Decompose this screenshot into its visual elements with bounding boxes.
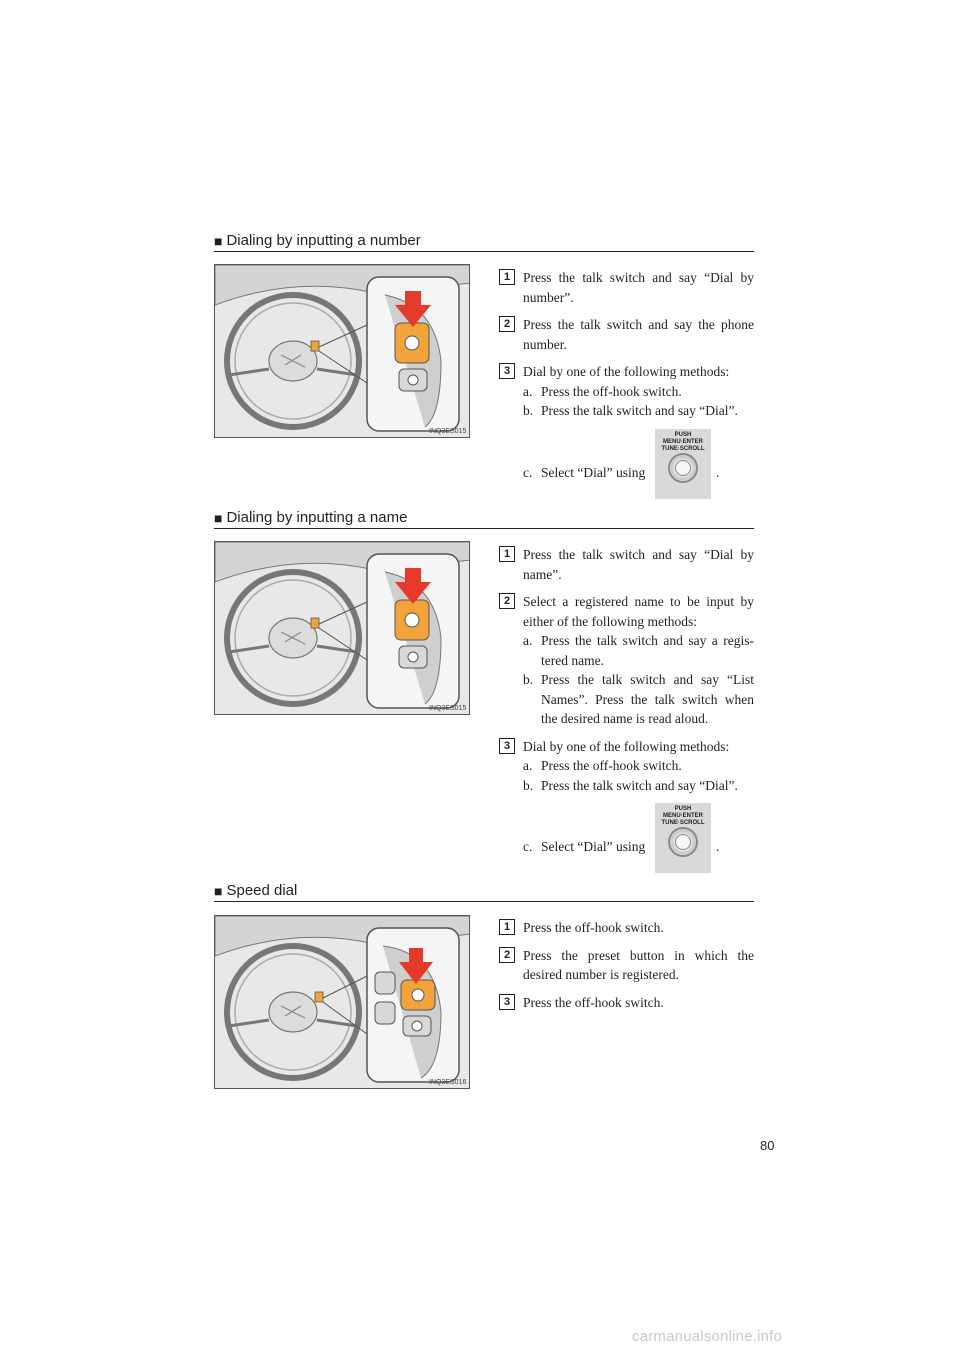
steps-list (499, 268, 754, 507)
step-1 (499, 918, 754, 938)
step-text: Press the talk switch and say “Dial by number”. (523, 270, 754, 305)
sub-step-a: a. Press the off-hook switch. (523, 758, 682, 773)
step-number: 1 (499, 546, 515, 562)
step-2 (499, 946, 754, 985)
heading-text: Speed dial (226, 882, 298, 899)
section-heading (214, 507, 754, 529)
step-text: Press the off-hook switch. (523, 920, 664, 935)
step-number: 3 (499, 738, 515, 754)
step-number: 1 (499, 919, 515, 935)
sub-step-c: c. Select “Dial” using PUSH MENU·ENTER TUNE·SCROLL . (523, 429, 754, 499)
step-number: 3 (499, 363, 515, 379)
sub-step-a: a. Press the off-hook switch. (523, 383, 682, 399)
heading-marker: ■ (214, 883, 223, 899)
sub-step-a: a. Press the talk switch and say a regis- tered name. (523, 633, 754, 668)
step-3 (499, 993, 754, 1013)
tune-scroll-knob-icon: PUSH MENU·ENTER TUNE·SCROLL (655, 429, 711, 499)
heading-text: Dialing by inputting a name (226, 509, 408, 526)
step-number: 2 (499, 947, 515, 963)
step-2 (499, 592, 754, 729)
section-heading (214, 230, 754, 252)
sub-step-c: c. Select “Dial” using PUSH MENU·ENTER TUNE·SCROLL . (523, 803, 754, 873)
step-text: Dial by one of the following methods: (523, 738, 730, 754)
step-number: 3 (499, 994, 515, 1010)
step-3 (499, 362, 754, 499)
step-text: Press the off-hook switch. (523, 994, 664, 1010)
sub-step-b: b. Press the talk switch and say “List Names”. Press the talk switch when the desired name is read aloud. (523, 672, 754, 726)
step-number: 1 (499, 269, 515, 285)
page-number: 80 (760, 1138, 775, 1153)
step-text: Press the talk switch and say the phone number. (523, 317, 754, 352)
steering-switch-illustration (214, 264, 470, 438)
steps-list (499, 918, 754, 1020)
image-code: INQ3ES015 (429, 705, 467, 712)
watermark: carmanualsonline.info (632, 1328, 783, 1345)
heading-text: Dialing by inputting a number (226, 232, 421, 249)
tune-scroll-knob-icon: PUSH MENU·ENTER TUNE·SCROLL (655, 803, 711, 873)
image-code: INQ3ES016 (429, 1079, 467, 1086)
steps-list (499, 545, 754, 881)
section-heading (214, 880, 754, 902)
step-number: 2 (499, 316, 515, 332)
steering-switch-illustration (214, 541, 470, 715)
step-text: Dial by one of the following methods: (523, 364, 730, 379)
step-3 (499, 737, 754, 874)
step-1 (499, 545, 754, 584)
sub-step-b: b. Press the talk switch and say “Dial”. (523, 777, 738, 793)
step-2 (499, 315, 754, 354)
steering-switch-illustration (214, 915, 470, 1089)
heading-marker: ■ (214, 510, 223, 526)
step-1 (499, 268, 754, 307)
image-code: INQ3ES015 (429, 428, 467, 435)
sub-step-b: b. Press the talk switch and say “Dial”. (523, 403, 738, 418)
step-text: Select a registered name to be input by either of the following methods: (523, 594, 754, 629)
step-number: 2 (499, 593, 515, 609)
step-text: Press the preset button in which the desired number is registered. (523, 947, 754, 982)
step-text: Press the talk switch and say “Dial by name”. (523, 547, 754, 582)
heading-marker: ■ (214, 233, 223, 249)
